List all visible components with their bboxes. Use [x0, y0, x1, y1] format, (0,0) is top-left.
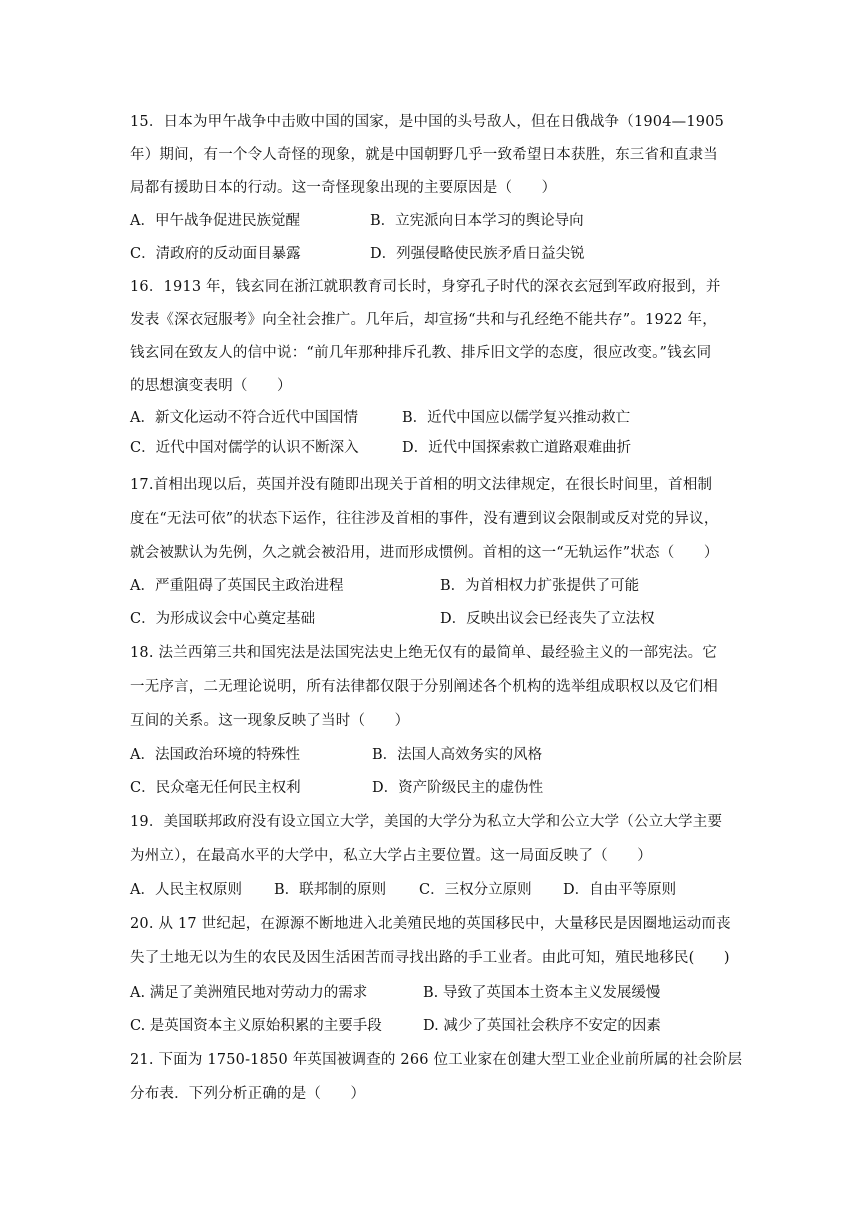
- question-text-line: 分布表．下列分析正确的是（ ）: [130, 1086, 366, 1102]
- option-a: A．甲午战争促进民族觉醒: [130, 213, 300, 229]
- option-c: C．为形成议会中心奠定基础: [130, 611, 316, 627]
- question-text-line: 一无序言，二无理论说明，所有法律都仅限于分别阐述各个机构的选举组成职权以及它们相: [130, 679, 718, 695]
- question-text-line: 19．美国联邦政府没有设立国立大学，美国的大学分为私立大学和公立大学（公立大学主要: [130, 814, 723, 830]
- question-text-line: 互间的关系。这一现象反映了当时（ ）: [130, 713, 410, 729]
- option-c: C．清政府的反动面目暴露: [130, 246, 301, 262]
- question-text-line: 的思想演变表明（ ）: [130, 378, 292, 394]
- question-text-line: 17.首相出现以后，英国并没有随即出现关于首相的明文法律规定，在很长时间里，首相制: [130, 477, 713, 493]
- question-text-line: 发表《深衣冠服考》向全社会推广。几年后，却宣扬“共和与孔经绝不能共存”。1922 年，: [130, 312, 717, 328]
- option-d: D．近代中国探索救亡道路艰难曲折: [402, 440, 632, 456]
- option-c: C．民众毫无任何民主权利: [130, 780, 301, 796]
- option-a: A．人民主权原则: [130, 882, 242, 898]
- question-text-line: 失了土地无以为生的农民及因生活困苦而寻找出路的手工业者。由此可知，殖民地移民( ): [130, 950, 730, 966]
- question-text-line: 21. 下面为 1750-1850 年英国被调查的 266 位工业家在创建大型工业企业前所属的社会阶层: [130, 1052, 743, 1068]
- option-b: B．法国人高效务实的风格: [372, 747, 543, 763]
- option-a: A．严重阻碍了英国民主政治进程: [130, 578, 344, 594]
- option-b: B．近代中国应以儒学复兴推动救亡: [402, 410, 631, 426]
- question-text-line: 15．日本为甲午战争中击败中国的国家，是中国的头号敌人，但在日俄战争（1904—1905: [130, 114, 725, 130]
- option-b: B．为首相权力扩张提供了可能: [440, 578, 640, 594]
- question-text-line: 年）期间，有一个令人奇怪的现象，就是中国朝野几乎一致希望日本获胜，东三省和直隶当: [130, 147, 718, 163]
- option-b: B．立宪派向日本学习的舆论导向: [370, 213, 584, 229]
- option-d: D．列强侵略使民族矛盾日益尖锐: [370, 246, 585, 262]
- option-a: A．新文化运动不符合近代中国国情: [130, 410, 358, 426]
- option-d: D．反映出议会已经丧失了立法权: [440, 611, 655, 627]
- question-text-line: 20. 从 17 世纪起，在源源不断地进入北美殖民地的英国移民中，大量移民是因圈地运动而丧: [130, 916, 731, 932]
- option-a: A. 满足了美洲殖民地对劳动力的需求: [130, 985, 368, 1001]
- question-text-line: 为州立），在最高水平的大学中，私立大学占主要位置。这一局面反映了（ ）: [130, 848, 652, 864]
- question-text-line: 16．1913 年，钱玄同在浙江就职教育司长时，身穿孔子时代的深衣玄冠到军政府报到，并: [130, 279, 721, 295]
- question-text-line: 就会被默认为先例，久之就会被沿用，进而形成惯例。首相的这一“无轨运作”状态（ ）: [130, 545, 719, 561]
- option-c: C．三权分立原则: [419, 882, 532, 898]
- option-c: C. 是英国资本主义原始积累的主要手段: [130, 1018, 382, 1034]
- option-d: D．资产阶级民主的虚伪性: [372, 780, 544, 796]
- option-d: D. 减少了英国社会秩序不安定的因素: [423, 1018, 661, 1034]
- option-a: A．法国政治环境的特殊性: [130, 747, 300, 763]
- question-text-line: 度在“无法可依”的状态下运作，往往涉及首相的事件，没有遭到议会限制或反对党的异议，: [130, 511, 719, 527]
- question-text-line: 18. 法兰西第三共和国宪法是法国宪法史上绝无仅有的最简单、最经验主义的一部宪法。它: [130, 645, 718, 661]
- question-text-line: 钱玄同在致友人的信中说：“前几年那种排斥孔教、排斥旧文学的态度，很应改变。”钱玄同: [130, 345, 712, 361]
- option-d: D．自由平等原则: [563, 882, 677, 898]
- option-c: C．近代中国对儒学的认识不断深入: [130, 440, 359, 456]
- option-b: B. 导致了英国本土资本主义发展缓慢: [423, 985, 661, 1001]
- question-text-line: 局都有援助日本的行动。这一奇怪现象出现的主要原因是（ ）: [130, 180, 557, 196]
- option-b: B．联邦制的原则: [274, 882, 387, 898]
